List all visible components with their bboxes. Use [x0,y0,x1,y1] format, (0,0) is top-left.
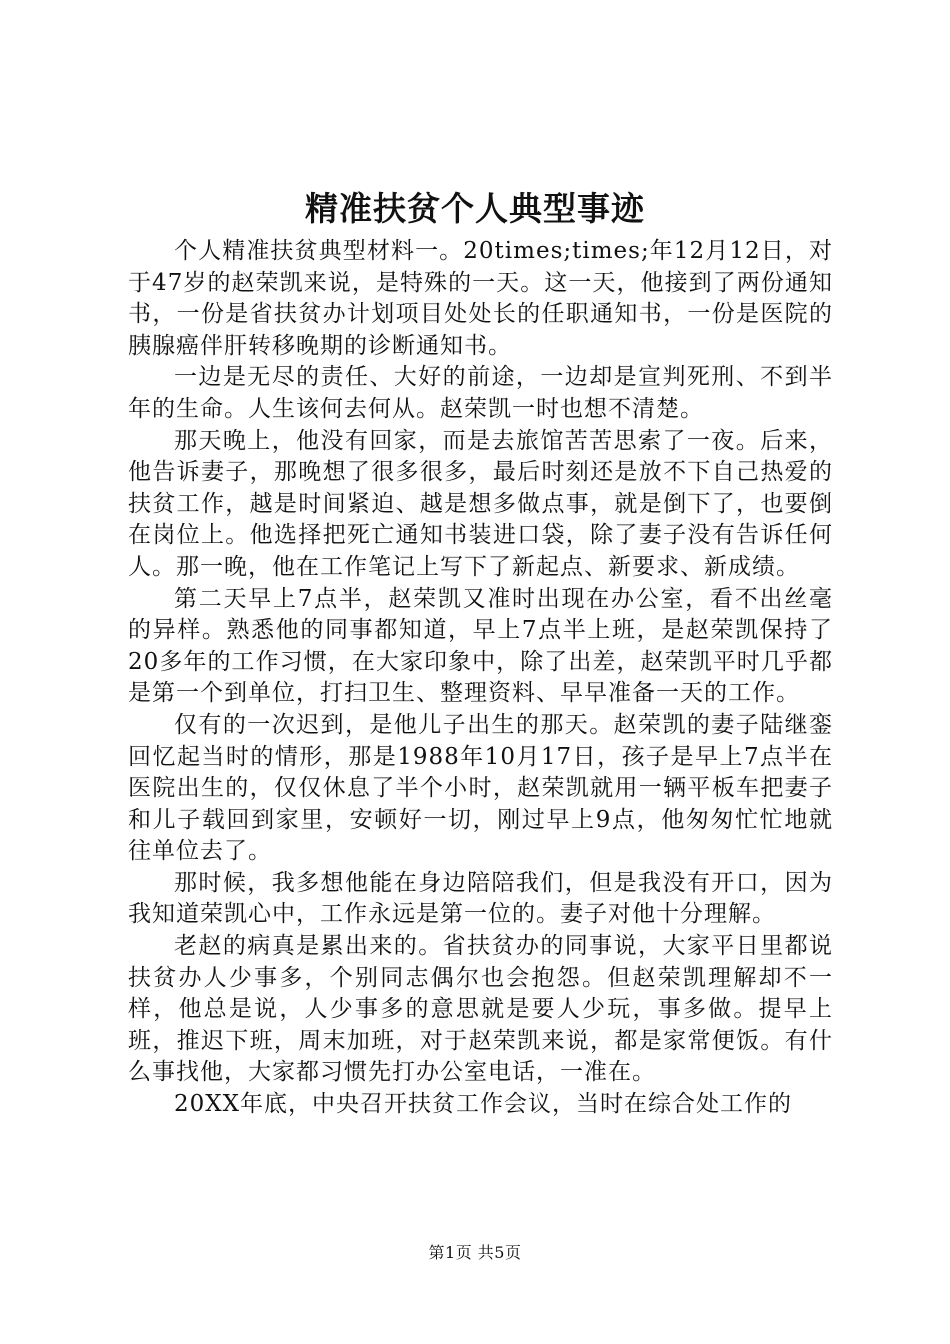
paragraph: 那天晚上，他没有回家，而是去旅馆苦苦思索了一夜。后来，他告诉妻子，那晚想了很多很多，最后时刻还是放不下自己热爱的扶贫工作，越是时间紧迫、越是想多做点事，就是倒下了，也要倒在岗位上。他选择把死亡通知书装进口袋，除了妻子没有告诉任何人。那一晚，他在工作笔记上写下了新起点、新要求、新成绩。 [128,427,833,580]
page-title: 精准扶贫个人典型事迹 [305,189,645,228]
paragraph: 那时候，我多想他能在身边陪陪我们，但是我没有开口，因为我知道荣凯心中，工作永远是第一位的。妻子对他十分理解。 [128,869,833,928]
article-body [128,236,833,1121]
paragraph: 一边是无尽的责任、大好的前途，一边却是宣判死刑、不到半年的生命。人生该何去何从。赵荣凯一时也想不清楚。 [128,364,833,422]
paragraph: 仅有的一次迟到，是他儿子出生的那天。赵荣凯的妻子陆继銮回忆起当时的情形，那是1988年10月17日，孩子是早上7点半在医院出生的，仅仅休息了半个小时，赵荣凯就用一辆平板车把妻子和儿子载回到家里，安顿好一切，刚过早上9点，他匆匆忙忙地就往单位去了。 [128,711,833,865]
paragraph: 20XX年底，中央召开扶贫工作会议，当时在综合处工作的 [174,1091,793,1118]
paragraph: 个人精准扶贫典型材料一。20times;times;年12月12日，对于47岁的赵荣凯来说，是特殊的一天。这一天，他接到了两份通知书，一份是省扶贫办计划项目处处长的任职通知书，一份是医院的胰腺癌伴肝转移晚期的诊断通知书。 [128,238,833,359]
paragraph: 老赵的病真是累出来的。省扶贫办的同事说，大家平日里都说扶贫办人少事多，个别同志偶尔也会抱怨。但赵荣凯理解却不一样，他总是说，人少事多的意思就是要人少玩，事多做。提早上班，推迟下班，周末加班，对于赵荣凯来说，都是家常便饭。有什么事找他，大家都习惯先打办公室电话，一准在。 [128,933,833,1086]
paragraph: 第二天早上7点半，赵荣凯又准时出现在办公室，看不出丝毫的异样。熟悉他的同事都知道，早上7点半上班，是赵荣凯保持了20多年的工作习惯，在大家印象中，除了出差，赵荣凯平时几乎都是第一个到单位，打扫卫生、整理资料、早早准备一天的工作。 [128,585,833,707]
page-number: 第1页 共5页 [428,1243,522,1262]
